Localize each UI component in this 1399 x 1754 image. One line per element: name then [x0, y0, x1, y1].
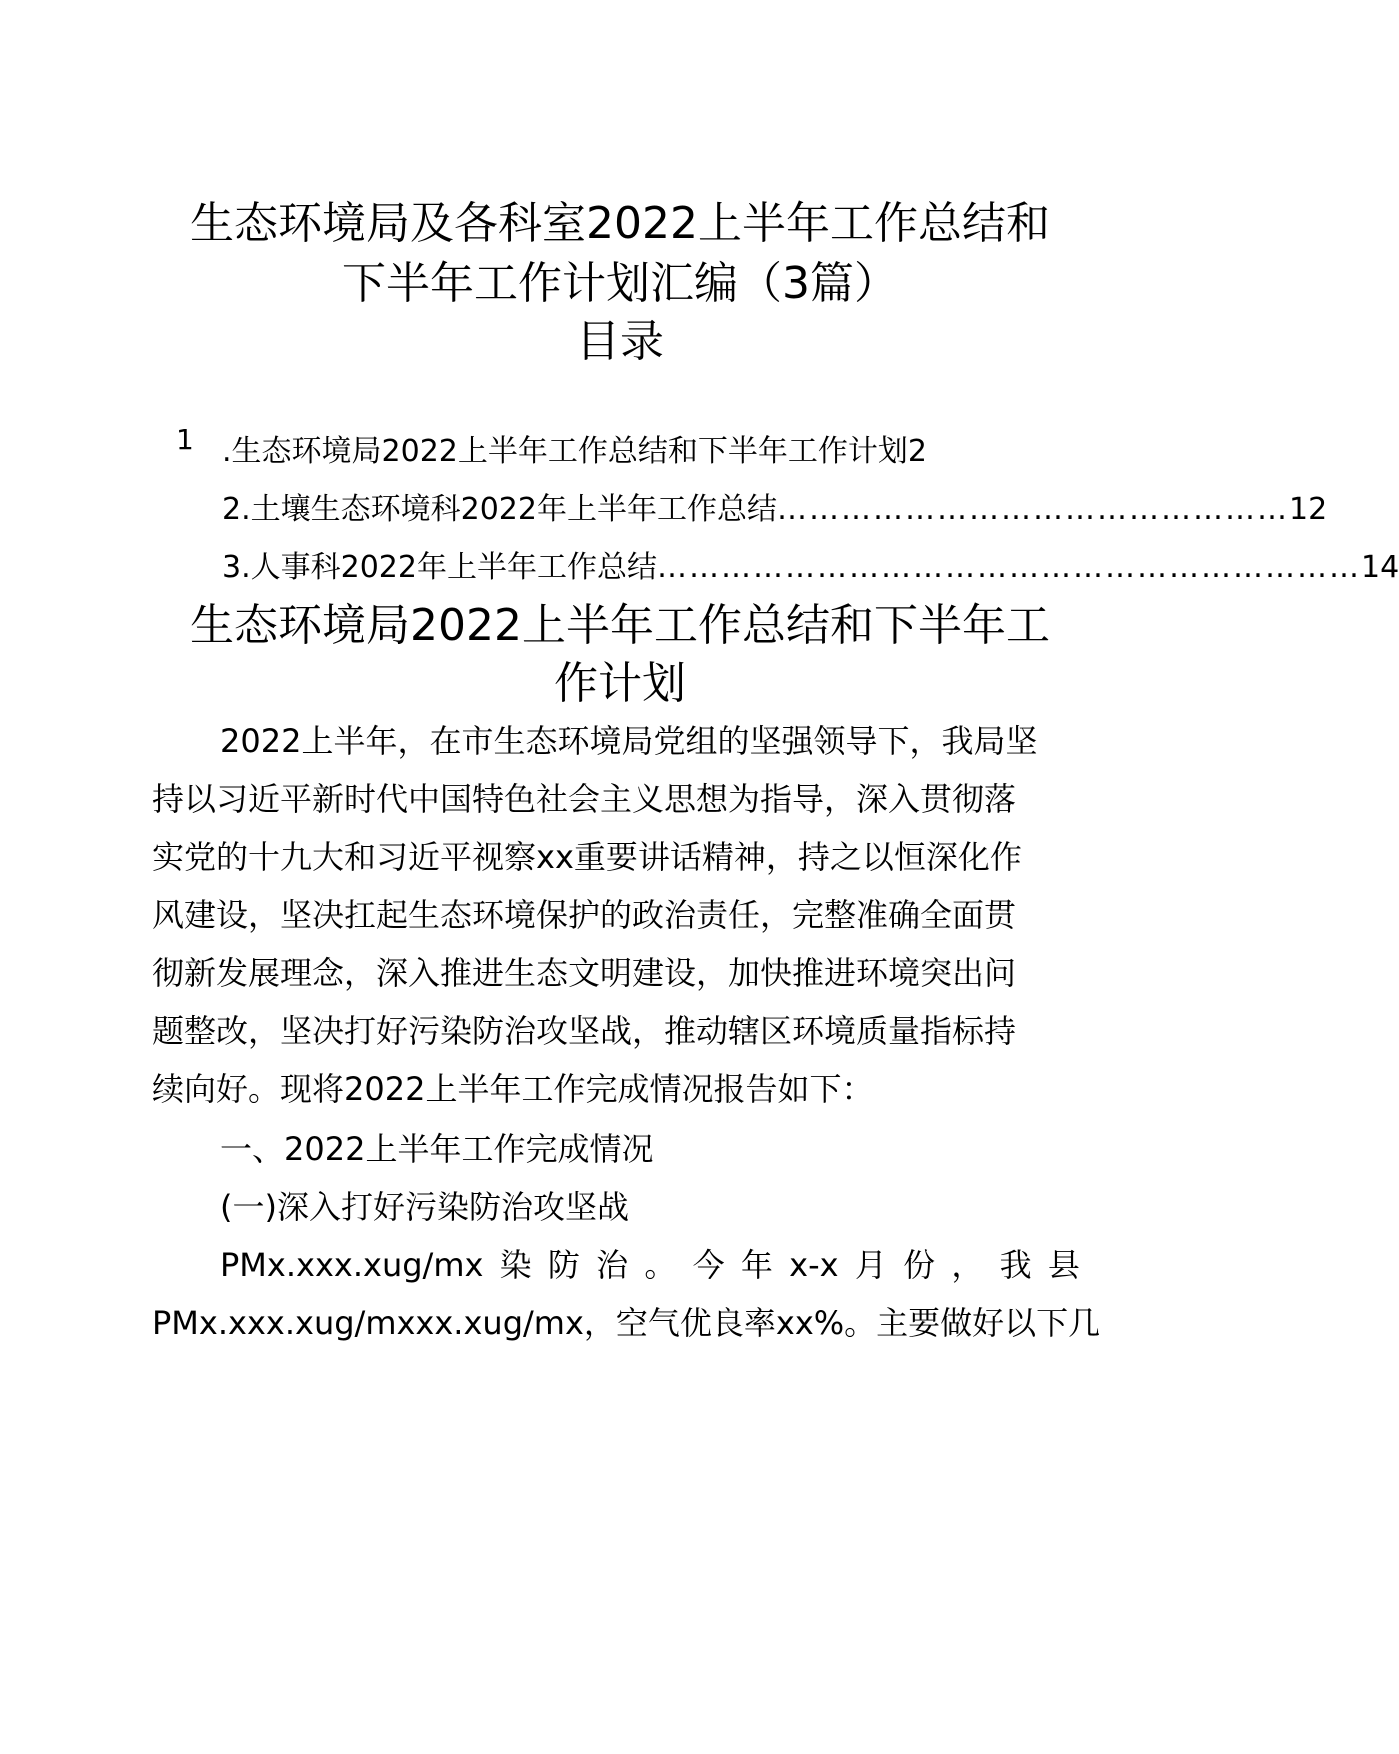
word: 染: [499, 1246, 532, 1284]
section-heading: 一、2022上半年工作完成情况: [220, 1130, 654, 1168]
toc-entry-page: 2: [907, 434, 927, 469]
paragraph-line: 持以习近平新时代中国特色社会主义思想为指导，深入贯彻落: [152, 780, 1017, 818]
toc-number-marker: 1: [176, 423, 194, 456]
toc-entry[interactable]: [222, 546, 1399, 590]
toc-entry-text: 2.土壤生态环境科2022年上半年工作总结: [222, 492, 777, 527]
word: 县: [1047, 1246, 1080, 1284]
paragraph-line: 题整改，坚决打好污染防治攻坚战，推动辖区环境质量指标持: [152, 1012, 1017, 1050]
toc-heading: 目录: [576, 316, 664, 367]
word: 月: [854, 1246, 887, 1284]
paragraph-line: PMx.xxx.xug/mxxx.xug/mx，空气优良率xx%。主要做好以下几: [152, 1304, 1101, 1342]
word: PMx.xxx.xug/mx: [220, 1246, 484, 1284]
toc-entry[interactable]: [222, 488, 1328, 532]
subsection-heading: (一)深入打好污染防治攻坚战: [220, 1188, 629, 1226]
paragraph-line: 彻新发展理念，深入推进生态文明建设，加快推进环境突出问: [152, 954, 1017, 992]
toc-leader-dots: …………………………………………………………: [656, 550, 1361, 585]
toc-entry-text: .生态环境局2022上半年工作总结和下半年工作计划: [222, 434, 908, 469]
toc-entry-text: 3.人事科2022年上半年工作总结: [222, 550, 657, 585]
word: ，: [951, 1246, 984, 1284]
toc-entry[interactable]: [222, 430, 1022, 474]
word: 我: [999, 1246, 1032, 1284]
paragraph-line-justified: [220, 1242, 1080, 1288]
paragraph-line: 实党的十九大和习近平视察xx重要讲话精神，持之以恒深化作: [152, 838, 1022, 876]
toc-entry-page: 14: [1360, 550, 1399, 585]
word: x-x: [789, 1246, 839, 1284]
word: 。: [644, 1246, 677, 1284]
article-title-line-1: 生态环境局2022上半年工作总结和下半年工: [190, 600, 1050, 651]
toc-leader-dots: …………………………………………: [776, 492, 1289, 527]
word: 份: [903, 1246, 936, 1284]
document-title-line-2: 下半年工作计划汇编（3篇）: [342, 258, 898, 309]
toc-entry-page: 12: [1288, 492, 1328, 527]
paragraph-line: 续向好。现将2022上半年工作完成情况报告如下：: [152, 1070, 874, 1108]
word: 防: [547, 1246, 580, 1284]
word: 今: [692, 1246, 725, 1284]
paragraph-line: 2022上半年，在市生态环境局党组的坚强领导下，我局坚: [220, 722, 1038, 760]
document-title-line-1: 生态环境局及各科室2022上半年工作总结和: [190, 198, 1050, 249]
article-title-line-2: 作计划: [554, 658, 686, 709]
word: 年: [740, 1246, 773, 1284]
word: 治: [596, 1246, 629, 1284]
paragraph-line: 风建设，坚决扛起生态环境保护的政治责任，完整准确全面贯: [152, 896, 1017, 934]
